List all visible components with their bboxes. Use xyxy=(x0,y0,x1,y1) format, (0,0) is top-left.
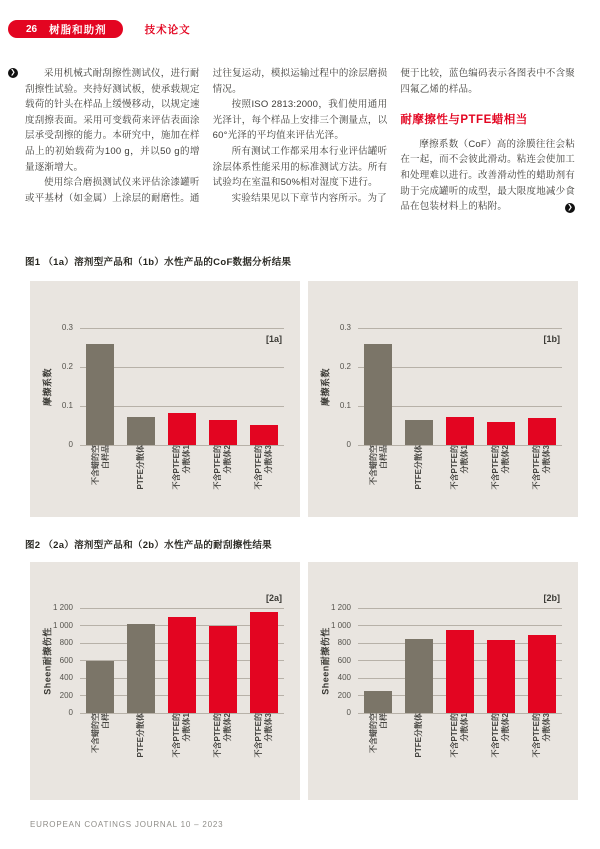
y-axis-label: Sheen耐擦伤性 xyxy=(42,627,53,695)
bar-2b-1 xyxy=(364,691,392,713)
figure2 xyxy=(30,562,578,800)
bar-slot xyxy=(202,420,243,445)
section-heading: 耐摩擦性与PTFE蜡相当 xyxy=(400,114,528,127)
bar-slot xyxy=(358,691,399,713)
y-tick-label: 400 xyxy=(337,673,351,682)
bar-slot xyxy=(121,624,162,713)
text-column-3 xyxy=(400,66,575,215)
x-category xyxy=(162,713,203,789)
column3-paragraphs-top xyxy=(400,66,575,97)
bar-slot xyxy=(162,413,203,445)
bar-slot xyxy=(440,630,481,713)
paragraph: 便于比较，蓝色编码表示各图表中不含聚四氟乙烯的样品。 xyxy=(400,68,576,95)
bar-1a-1 xyxy=(86,344,114,445)
y-tick-label: 0 xyxy=(346,708,351,717)
y-axis-label: 摩擦系数 xyxy=(42,367,53,407)
bar-slot xyxy=(202,626,243,714)
continue-to-icon: ❯ xyxy=(565,203,575,213)
x-tick-label: 不含PTFE的 分散体2 xyxy=(213,445,232,490)
text-column-1 xyxy=(10,66,200,215)
bar-1b-4 xyxy=(487,422,515,445)
paragraph: 所有测试工作都采用本行业评估罐听涂层体系性能采用的标准测试方法。所有试验均在室温和50%相对湿度下进行。 xyxy=(212,145,388,189)
article-type-label: 技术论文 xyxy=(144,23,191,36)
bar-series xyxy=(358,328,562,445)
chart-panel-2a xyxy=(30,562,300,800)
x-tick-label: 不含PTFE的 分散体2 xyxy=(491,713,510,758)
paragraph: 按照ISO 2813:2000，我们使用通用光泽计，每个样品上安排三个测量点，以60°光泽的平均值来评估光泽。 xyxy=(212,99,388,142)
x-tick-label: 不含PTFE的 分散体1 xyxy=(172,445,191,490)
paragraph: 实验结果见以下章节内容所示。为了 xyxy=(231,192,387,204)
section-title: 树脂和助剂 xyxy=(49,23,107,36)
y-axis-label: 摩擦系数 xyxy=(320,367,331,407)
bar-2b-2 xyxy=(405,639,433,713)
bar-1b-1 xyxy=(364,344,392,445)
y-tick-label: 800 xyxy=(337,638,351,647)
x-tick-label: 不含蜡的空 白样 xyxy=(90,713,110,753)
bar-slot xyxy=(440,417,481,445)
plot-area xyxy=(52,593,284,717)
bar-1b-2 xyxy=(405,420,433,445)
chart-panel-1b xyxy=(308,281,578,517)
x-category xyxy=(243,713,284,789)
y-tick-label: 0.1 xyxy=(61,401,73,410)
y-tick-label: 400 xyxy=(59,673,73,682)
y-tick-label: 600 xyxy=(59,655,73,665)
x-category xyxy=(399,713,440,789)
bar-2b-3 xyxy=(446,630,474,713)
chart-panel-1a xyxy=(30,281,300,517)
panel-tag: [1a] xyxy=(265,334,282,344)
y-tick-label: 0 xyxy=(68,708,73,717)
x-category xyxy=(243,445,284,521)
x-tick-label: 不含PTFE的 分散体2 xyxy=(491,445,510,490)
x-axis-labels xyxy=(358,445,562,521)
y-tick-label: 600 xyxy=(337,655,351,665)
paragraph: 使用综合磨损测试仪来评估涂漆罐听或平基材（如金属）上涂层的耐磨性。通 xyxy=(25,177,200,204)
x-category xyxy=(358,713,399,789)
x-category xyxy=(480,713,521,789)
bar-slot xyxy=(521,635,562,713)
continue-from-icon: ❯ xyxy=(8,68,18,78)
y-tick-label: 1 000 xyxy=(52,620,73,630)
y-tick-label: 0.2 xyxy=(339,362,351,371)
y-tick-label: 0.2 xyxy=(61,362,73,371)
x-category xyxy=(202,713,243,789)
bar-2a-1 xyxy=(86,661,114,714)
y-axis-label: Sheen耐擦伤性 xyxy=(320,627,331,695)
x-category xyxy=(440,713,481,789)
x-category xyxy=(80,713,121,789)
x-category xyxy=(358,445,399,521)
x-category xyxy=(521,713,562,789)
bar-slot xyxy=(480,640,521,714)
plot-area xyxy=(330,593,562,717)
bar-slot xyxy=(80,661,121,714)
x-tick-label: 不含PTFE的 分散体3 xyxy=(254,713,273,758)
y-tick-label: 0 xyxy=(346,440,351,449)
x-tick-label: PTFE分散体 xyxy=(414,445,424,490)
x-axis-labels xyxy=(358,713,562,789)
x-tick-label: 不含PTFE的 分散体1 xyxy=(450,713,469,758)
paragraph: 过往复运动，模拟运输过程中的涂层磨损情况。 xyxy=(212,68,388,95)
text-column-2 xyxy=(213,66,388,215)
y-tick-label: 0 xyxy=(68,440,73,449)
y-tick-label: 200 xyxy=(337,690,351,700)
y-tick-label: 1 200 xyxy=(330,603,351,612)
paragraph-group xyxy=(400,137,575,215)
bar-2a-2 xyxy=(127,624,155,713)
bar-2a-4 xyxy=(209,626,237,714)
journal-footer: EUROPEAN COATINGS JOURNAL 10 – 2023 xyxy=(30,820,224,829)
bar-slot xyxy=(480,422,521,445)
bar-1a-4 xyxy=(209,420,237,445)
panel-tag: [1b] xyxy=(543,334,560,344)
bar-2b-5 xyxy=(528,635,556,713)
bar-series xyxy=(80,328,284,445)
plot-area xyxy=(61,323,284,449)
bar-slot xyxy=(358,344,399,445)
column2-paragraphs xyxy=(213,66,388,206)
page-number: 26 xyxy=(26,23,38,35)
y-tick-label: 200 xyxy=(59,690,73,700)
bar-slot xyxy=(521,418,562,445)
bar-2a-5 xyxy=(250,612,278,713)
panel-tag: [2a] xyxy=(265,593,282,603)
bar-slot xyxy=(399,420,440,445)
bar-series xyxy=(80,608,284,713)
article-body xyxy=(10,66,576,215)
bar-series xyxy=(358,608,562,713)
y-tick-label: 0.3 xyxy=(339,323,351,332)
bar-slot xyxy=(399,639,440,713)
x-tick-label: PTFE分散体 xyxy=(136,445,146,490)
x-tick-label: 不含PTFE的 分散体1 xyxy=(172,713,191,758)
x-tick-label: 不含PTFE的 分散体3 xyxy=(532,713,551,758)
x-tick-label: 不含PTFE的 分散体2 xyxy=(213,713,232,758)
bar-slot xyxy=(243,425,284,445)
x-tick-label: 不含蜡的空 白样品 xyxy=(90,445,110,485)
bar-1a-3 xyxy=(168,413,196,445)
x-tick-label: PTFE分散体 xyxy=(414,713,424,758)
x-category xyxy=(80,445,121,521)
x-category xyxy=(480,445,521,521)
paragraph: 摩擦系数（CoF）高的涂膜往往会粘在一起，而不会彼此滑动。粘连会使加工和处理难以进行。改善滑动性的蜡助剂有助于完成罐听的成型，最大限度地减少食品在包装材料上的粘附。 xyxy=(400,138,576,213)
x-axis-labels xyxy=(80,713,284,789)
figure2-caption: 图2 （2a）溶剂型产品和（2b）水性产品的耐刮擦性结果 xyxy=(25,540,272,551)
column3-paragraphs-bottom xyxy=(400,137,575,215)
y-tick-label: 1 000 xyxy=(330,620,351,630)
x-category xyxy=(521,445,562,521)
panel-tag: [2b] xyxy=(543,593,560,603)
x-tick-label: 不含蜡的空 白样品 xyxy=(368,445,388,485)
paragraph: 采用机械式耐刮擦性测试仪，进行耐刮擦性试验。夹持好测试板，使承载规定载荷的针头在样品上缓慢移动，以规定速度刮擦表面。采用可变载荷来评估表面涂层承受刮擦的能力。本研究中，施加在样品上的初始载荷为100 g，并以50 g的增量逐渐增大。 xyxy=(25,68,200,173)
x-tick-label: 不含蜡的空 白样 xyxy=(368,713,388,753)
figure1 xyxy=(30,281,578,517)
bar-slot xyxy=(162,617,203,713)
x-category xyxy=(399,445,440,521)
x-category xyxy=(121,713,162,789)
column1-paragraphs xyxy=(25,66,200,206)
bar-slot xyxy=(243,612,284,713)
x-tick-label: PTFE分散体 xyxy=(136,713,146,758)
bar-1b-3 xyxy=(446,417,474,445)
bar-slot xyxy=(121,417,162,445)
bar-1b-5 xyxy=(528,418,556,445)
chart-panel-2b xyxy=(308,562,578,800)
y-tick-label: 800 xyxy=(59,638,73,647)
page-header xyxy=(8,20,191,38)
x-axis-labels xyxy=(80,445,284,521)
bar-1a-5 xyxy=(250,425,278,445)
y-tick-label: 0.1 xyxy=(339,401,351,410)
bar-slot xyxy=(80,344,121,445)
y-tick-label: 0.3 xyxy=(61,323,73,332)
x-category xyxy=(162,445,203,521)
y-tick-label: 1 200 xyxy=(52,603,73,612)
x-category xyxy=(121,445,162,521)
x-category xyxy=(440,445,481,521)
x-tick-label: 不含PTFE的 分散体1 xyxy=(450,445,469,490)
x-category xyxy=(202,445,243,521)
plot-area xyxy=(339,323,562,449)
bar-2b-4 xyxy=(487,640,515,714)
x-tick-label: 不含PTFE的 分散体3 xyxy=(254,445,273,490)
bar-2a-3 xyxy=(168,617,196,713)
section-badge xyxy=(8,20,123,38)
figure1-caption: 图1 （1a）溶剂型产品和（1b）水性产品的CoF数据分析结果 xyxy=(25,257,292,268)
bar-1a-2 xyxy=(127,417,155,445)
x-tick-label: 不含PTFE的 分散体3 xyxy=(532,445,551,490)
